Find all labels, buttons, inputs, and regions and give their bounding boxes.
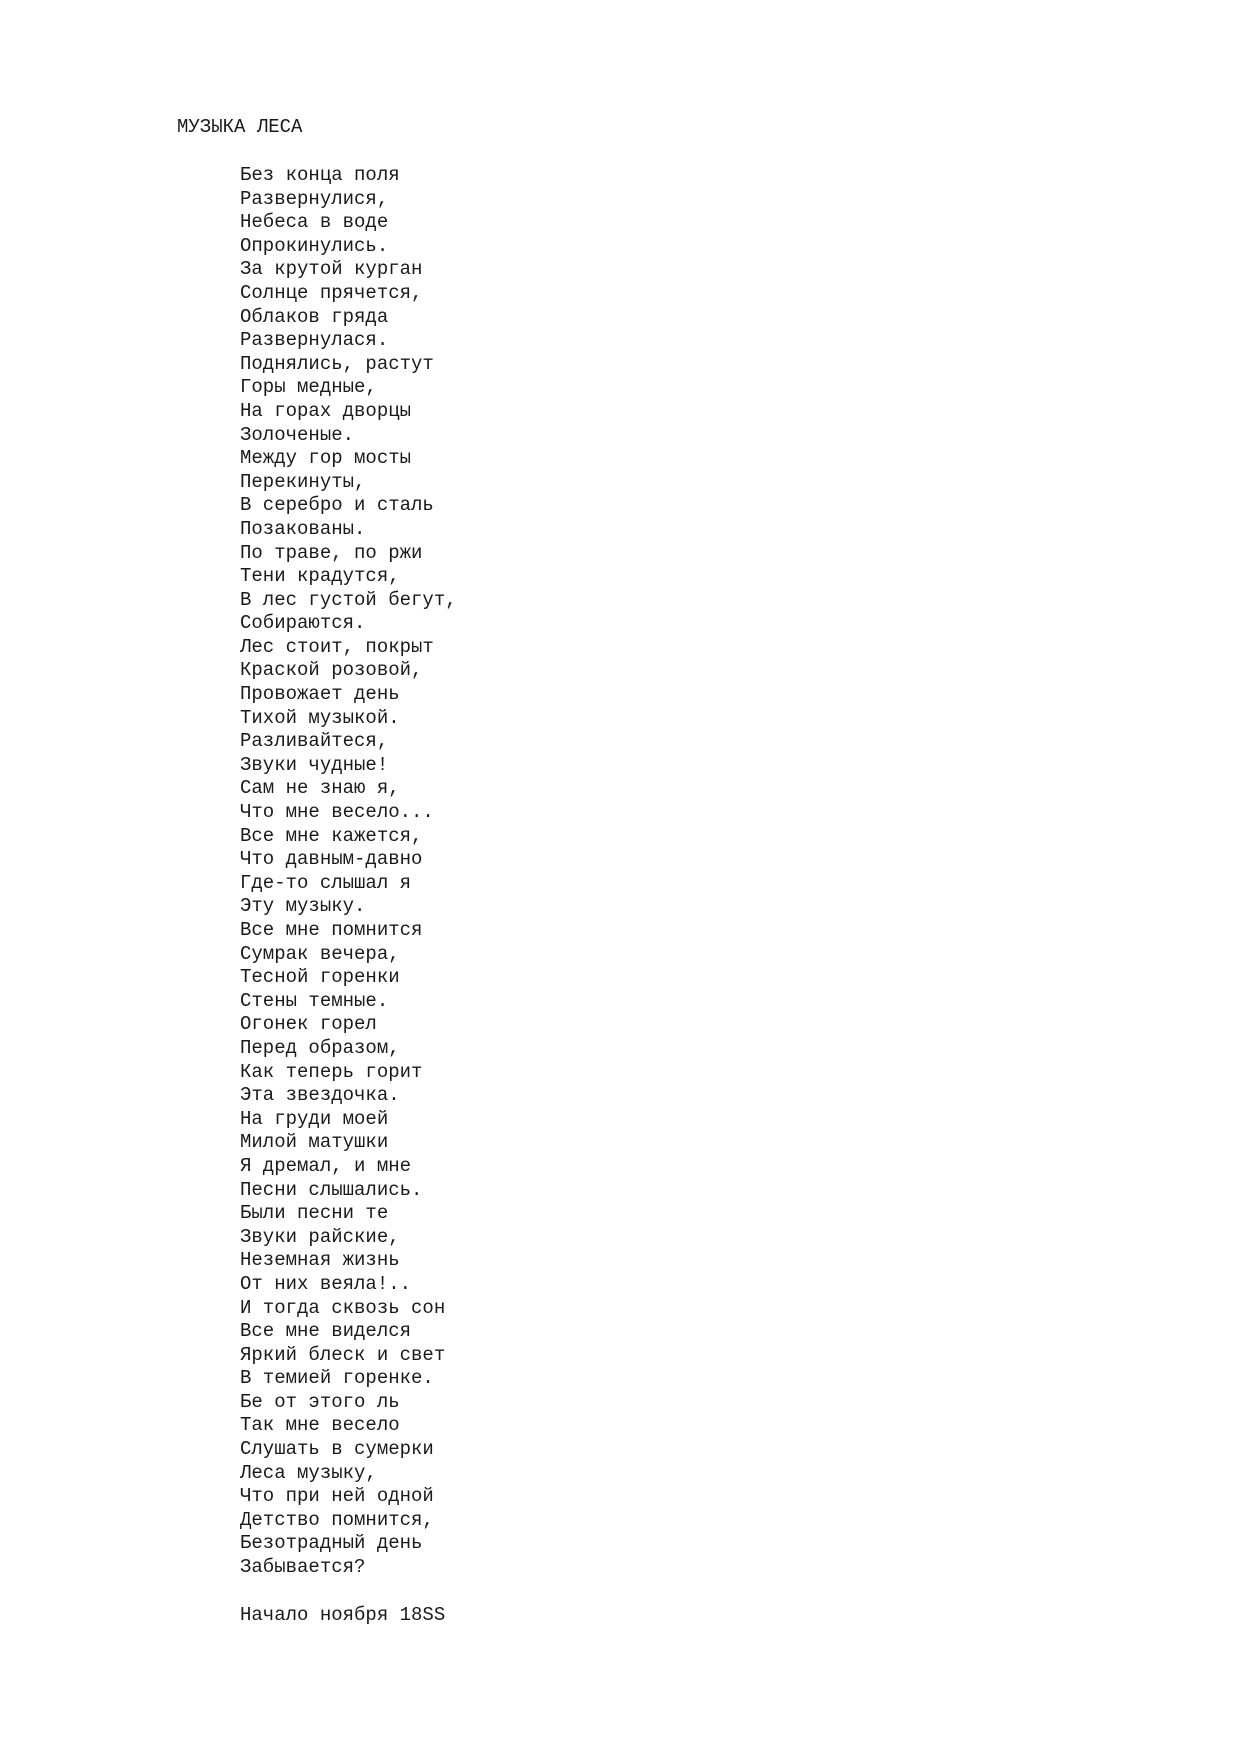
poem-line: От них веяла!..: [240, 1272, 412, 1295]
poem-line: Облаков гряда: [240, 305, 389, 328]
poem-line: Провожает день: [240, 683, 400, 706]
poem-line: Неземная жизнь: [240, 1249, 400, 1272]
poem-line: За крутой курган: [240, 258, 423, 281]
poem-line: На груди моей: [240, 1107, 389, 1130]
poem-line: Бе от этого ль: [240, 1390, 400, 1413]
poem-line: Что давным-давно: [240, 848, 423, 871]
poem-line: Милой матушки: [240, 1131, 389, 1154]
poem-line: Огонек горел: [240, 1013, 377, 1036]
poem-line: Тени крадутся,: [240, 565, 400, 588]
poem-date: Начало ноября 18SS: [240, 1604, 446, 1626]
poem-line: Детство помнится,: [240, 1508, 434, 1531]
poem-line: Развернулася.: [240, 329, 389, 352]
poem-line: В лес густой бегут,: [240, 588, 457, 611]
poem-line: Тихой музыкой.: [240, 706, 400, 729]
poem-line: Сумрак вечера,: [240, 942, 400, 965]
poem-line: Собираются.: [240, 612, 366, 635]
poem-line: Безотрадный день: [240, 1532, 423, 1555]
poem-line: Что при ней одной: [240, 1485, 434, 1508]
poem-line: Между гор мосты: [240, 447, 412, 470]
poem-line: Поднялись, растут: [240, 352, 434, 375]
poem-line: Перекинуты,: [240, 470, 366, 493]
poem-line: Тесной горенки: [240, 966, 400, 989]
poem-line: Были песни те: [240, 1202, 389, 1225]
poem-line: Как теперь горит: [240, 1060, 423, 1083]
poem-line: Развернулися,: [240, 187, 389, 210]
poem-line: Все мне виделся: [240, 1320, 412, 1343]
poem-line: В темией горенке.: [240, 1367, 434, 1390]
poem-line: Яркий блеск и свет: [240, 1343, 446, 1366]
poem-line: Краской розовой,: [240, 659, 423, 682]
poem-line: Песни слышались.: [240, 1178, 423, 1201]
poem-title: МУЗЫКА ЛЕСА: [177, 116, 303, 138]
poem-line: Звуки чудные!: [240, 753, 389, 776]
poem-line: Забывается?: [240, 1556, 366, 1579]
poem-line: Опрокинулись.: [240, 234, 389, 257]
poem-line: Где-то слышал я: [240, 871, 412, 894]
poem-line: Леса музыку,: [240, 1461, 377, 1484]
poem-line: Сам не знаю я,: [240, 777, 400, 800]
poem-line: Горы медные,: [240, 376, 377, 399]
poem-line: Перед образом,: [240, 1036, 400, 1059]
poem-line: Так мне весело: [240, 1414, 400, 1437]
poem-body: [240, 164, 457, 1580]
poem-line: Золоченые.: [240, 423, 355, 446]
poem-line: Лес стоит, покрыт: [240, 635, 434, 658]
poem-line: Эту музыку.: [240, 895, 366, 918]
poem-line: Разливайтеся,: [240, 730, 389, 753]
poem-line: По траве, по ржи: [240, 541, 423, 564]
poem-line: Слушать в сумерки: [240, 1438, 434, 1461]
poem-line: В серебро и сталь: [240, 494, 434, 517]
poem-line: Позакованы.: [240, 517, 366, 540]
poem-line: Все мне кажется,: [240, 824, 423, 847]
poem-line: Все мне помнится: [240, 919, 423, 941]
poem-line: Звуки райские,: [240, 1225, 400, 1248]
poem-line: Солнце прячется,: [240, 281, 423, 304]
poem-line: Что мне весело...: [240, 801, 434, 824]
poem-line: Эта звездочка.: [240, 1084, 400, 1107]
poem-line: Без конца поля: [240, 164, 400, 186]
poem-line: И тогда сквозь сон: [240, 1296, 446, 1319]
poem-line: Стены темные.: [240, 989, 389, 1012]
poem-line: На горах дворцы: [240, 399, 412, 422]
poem-line: Небеса в воде: [240, 211, 389, 234]
poem-line: Я дремал, и мне: [240, 1154, 412, 1177]
